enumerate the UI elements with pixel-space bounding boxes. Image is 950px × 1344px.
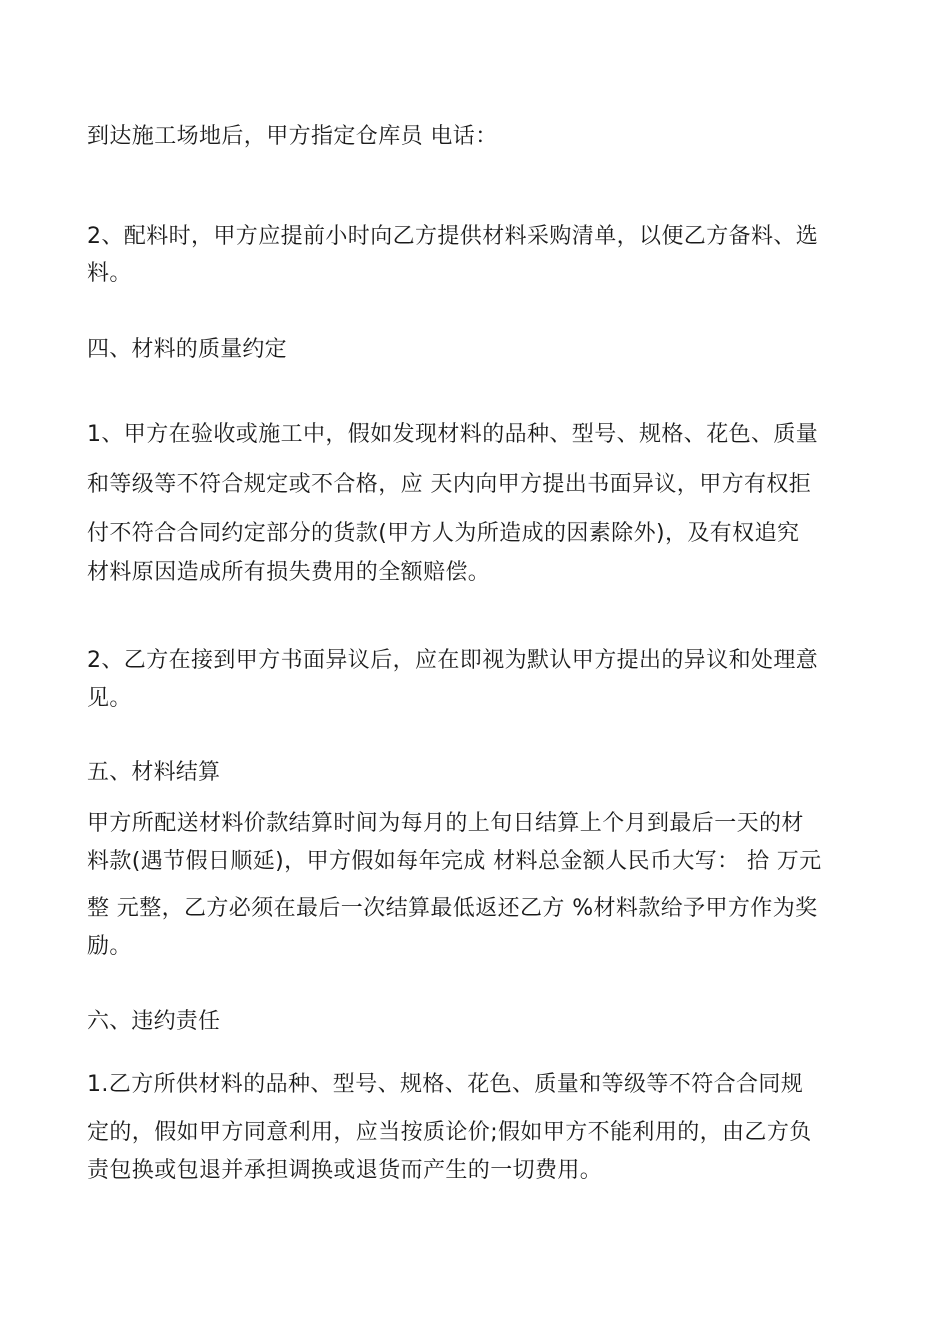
paragraph-line: 甲方所配送材料价款结算时间为每月的上旬日结算上个月到最后一天的材: [87, 811, 804, 836]
paragraph-line: 到达施工场地后，甲方指定仓库员 电话：: [87, 124, 498, 149]
paragraph-line: 2、乙方在接到甲方书面异议后，应在即视为默认甲方提出的异议和处理意: [87, 648, 819, 673]
paragraph-line: 1、甲方在验收或施工中，假如发现材料的品种、型号、规格、花色、质量: [87, 422, 819, 447]
section-heading: 六、违约责任: [87, 1009, 221, 1034]
paragraph-line: 2、配料时，甲方应提前小时向乙方提供材料采购清单，以便乙方备料、选: [87, 224, 819, 249]
section-heading: 五、材料结算: [87, 760, 221, 785]
section-heading: 四、材料的质量约定: [87, 337, 287, 362]
paragraph-line: 料。: [87, 261, 132, 286]
paragraph-line: 见。: [87, 686, 132, 711]
paragraph-line: 整 元整，乙方必须在最后一次结算最低返还乙方 %材料款给予甲方作为奖: [87, 896, 818, 921]
paragraph-line: 材料原因造成所有损失费用的全额赔偿。: [87, 560, 491, 585]
paragraph-line: 定的，假如甲方同意利用，应当按质论价;假如甲方不能利用的，由乙方负: [87, 1120, 812, 1145]
paragraph-line: 付不符合合同约定部分的货款(甲方人为所造成的因素除外)，及有权追究: [87, 521, 800, 546]
paragraph-line: 和等级等不符合规定或不合格，应 天内向甲方提出书面异议，甲方有权拒: [87, 472, 812, 497]
paragraph-line: 励。: [87, 934, 132, 959]
paragraph-line: 1.乙方所供材料的品种、型号、规格、花色、质量和等级等不符合合同规: [87, 1072, 804, 1097]
paragraph-line: 料款(遇节假日顺延)，甲方假如每年完成 材料总金额人民币大写： 拾 万元: [87, 849, 822, 874]
paragraph-line: 责包换或包退并承担调换或退货而产生的一切费用。: [87, 1158, 603, 1183]
